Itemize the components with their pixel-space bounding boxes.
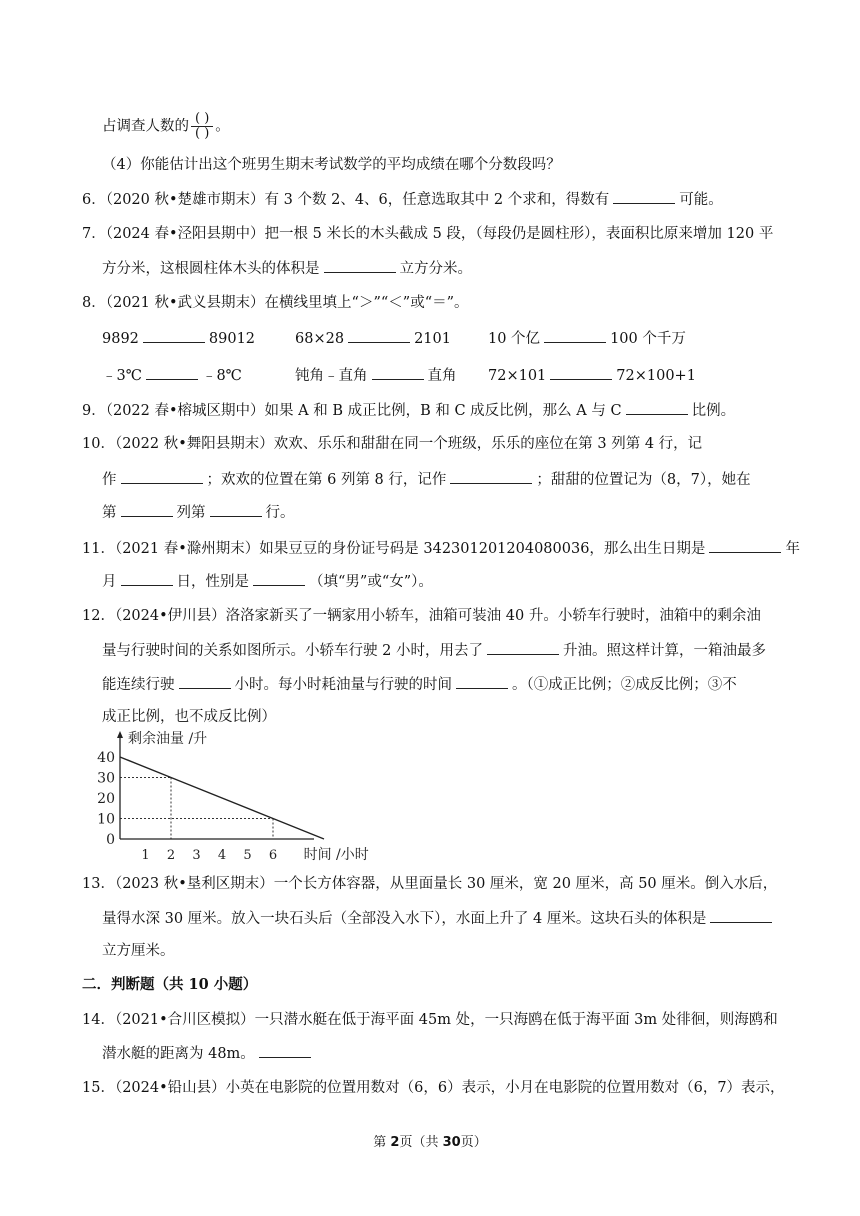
fraction-blank[interactable]: $\frac{( )}{( )}$ — [191, 112, 213, 141]
answer-blank[interactable] — [179, 673, 231, 689]
question-15: 15．（2024•铅山县）小英在电影院的位置用数对（6，6）表示，小月在电影院的位置用数对（6，7）表示， — [82, 1080, 785, 1096]
q11-line1: 11．（2021 春•滁州期末）如果豆豆的身份证号码是 342301201204080036，那么出生日期是 年 — [82, 537, 800, 560]
q12-line3: 能连续行驶 小时。每小时耗油量与行驶的时间 。（①成正比例；②成反比例；③不 — [102, 673, 737, 696]
q10-line2: 作 ；欢欢的位置在第 6 列第 8 行，记作 ；甜甜的位置记为（8，7），她在 — [102, 468, 751, 491]
answer-blank[interactable] — [626, 399, 688, 415]
answer-blank[interactable] — [143, 327, 205, 343]
q8-row2-a: ﹣3℃ ﹣8℃ — [102, 364, 242, 387]
q14-line1: 14．（2021•合川区模拟）一只潜水艇在低于海平面 45m 处，一只海鸥在低于海平面 3m 处徘徊，则海鸥和 — [82, 1012, 778, 1028]
answer-blank[interactable] — [710, 907, 772, 923]
answer-blank[interactable] — [121, 570, 173, 586]
y-axis-label: 剩余油量 /升 — [128, 731, 208, 747]
answer-blank[interactable] — [121, 468, 203, 484]
answer-blank[interactable] — [709, 537, 781, 553]
q10-line1: 10．（2022 秋•舞阳县期末）欢欢、乐乐和甜甜在同一个班级，乐乐的座位在第 3 列第 4 行，记 — [82, 436, 703, 452]
y-tick-label: 10 — [97, 811, 115, 828]
answer-blank[interactable] — [487, 639, 559, 655]
y-axis-arrow — [117, 731, 123, 738]
q7-line1: 7．（2024 春•泾阳县期中）把一根 5 米长的木头截成 5 段，（每段仍是圆柱形），表面积比原来增加 120 平 — [82, 226, 774, 242]
series-line — [120, 757, 324, 839]
q8-row2-b: 钝角﹣直角 直角 — [295, 364, 457, 387]
q5-tail: 占调查人数的 $\frac{( )}{( )}$ 。 — [102, 111, 230, 141]
x-tick-label: 5 — [243, 848, 252, 863]
q5-part4: （4）你能估计出这个班男生期末考试数学的平均成绩在哪个分数段吗？ — [102, 157, 561, 173]
q14-line2: 潜水艇的距离为 48m。 — [102, 1042, 315, 1065]
q7-line2: 方分米，这根圆柱体木头的体积是 立方分米。 — [102, 257, 472, 280]
x-tick-label: 4 — [217, 848, 227, 863]
x-tick-label: 1 — [141, 848, 150, 863]
x-tick-label: 3 — [192, 848, 201, 863]
q8-title: 8．（2021 秋•武义县期末）在横线里填上“＞”“＜”或“＝”。 — [82, 295, 469, 311]
answer-blank[interactable] — [348, 327, 410, 343]
answer-blank[interactable] — [613, 188, 675, 204]
answer-blank[interactable] — [450, 468, 532, 484]
answer-blank[interactable] — [324, 257, 396, 273]
section-heading-judge: 二．判断题（共 10 小题） — [82, 976, 258, 993]
y-tick-label: 40 — [97, 750, 115, 766]
answer-blank[interactable] — [121, 501, 173, 517]
q12-line2: 量与行驶时间的关系如图所示。小轿车行驶 2 小时，用去了 升油。照这样计算，一箱油最多 — [102, 639, 766, 662]
q13-line2: 量得水深 30 厘米。放入一块石头后（全部没入水下），水面上升了 4 厘米。这块石头的体积是 — [102, 907, 776, 930]
q8-row2-c: 72×101 72×100+1 — [488, 364, 696, 387]
answer-blank[interactable] — [253, 570, 305, 586]
answer-blank[interactable] — [146, 364, 198, 380]
question-6: 6．（2020 秋•楚雄市期末）有 3 个数 2、4、6，任意选取其中 2 个求和，得数有 可能。 — [82, 188, 723, 211]
answer-blank[interactable] — [544, 327, 606, 343]
q11-line2: 月 日，性别是 （填“男”或“女”）。 — [102, 570, 433, 593]
y-tick-label: 30 — [97, 770, 115, 787]
x-tick-label: 6 — [268, 848, 278, 863]
q13-line1: 13．（2023 秋•垦利区期末）一个长方体容器，从里面量长 30 厘米，宽 20 厘米，高 50 厘米。倒入水后， — [82, 876, 778, 892]
y-tick-label: 20 — [97, 791, 115, 807]
q10-line3: 第 列第 行。 — [102, 501, 295, 524]
answer-blank[interactable] — [259, 1042, 311, 1058]
q8-row1-b: 68×28 2101 — [295, 327, 451, 350]
q13-line3: 立方厘米。 — [102, 943, 175, 959]
x-axis-label: 时间 /小时 — [303, 847, 369, 863]
x-tick-label: 2 — [166, 848, 176, 863]
page-footer: 第 2页（共 30页） — [373, 1135, 487, 1150]
question-9: 9．（2022 春•榕城区期中）如果 A 和 B 成正比例，B 和 C 成反比例，那么 A 与 C 比例。 — [82, 399, 735, 422]
answer-blank[interactable] — [210, 501, 262, 517]
q8-row1-a: 9892 89012 — [102, 327, 255, 350]
y-tick-label: 0 — [106, 832, 115, 848]
answer-blank[interactable] — [456, 673, 508, 689]
answer-blank[interactable] — [372, 364, 424, 380]
answer-blank[interactable] — [550, 364, 612, 380]
q12-line1: 12．（2024•伊川县）洛洛家新买了一辆家用小轿车，油箱可装油 40 升。小轿车行驶时，油箱中的剩余油 — [82, 608, 761, 624]
q8-row1-c: 10 个亿 100 个千万 — [488, 327, 686, 350]
fuel-chart — [96, 727, 396, 867]
q12-line4: 成正比例，也不成反比例） — [102, 709, 276, 725]
